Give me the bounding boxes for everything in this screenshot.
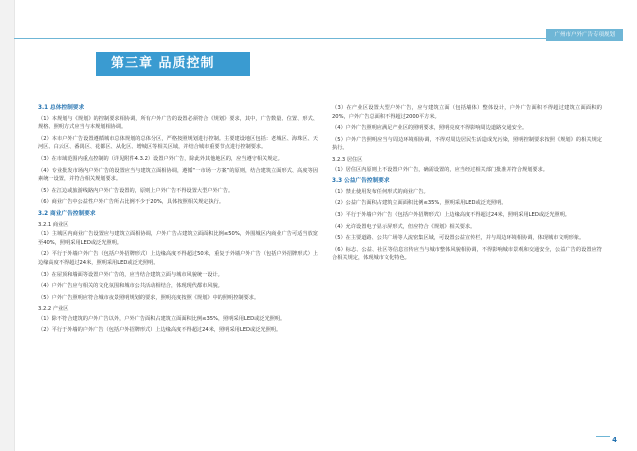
section-heading: 3.2 商业广告控制要求 <box>38 210 96 217</box>
subsection-heading: 3.2.3 居住区 <box>332 156 363 163</box>
paragraph: （1）居住区内原则上不设置户外广告，确需设置的，应当经过相关部门批准并符合规划要求。 <box>332 166 548 173</box>
paragraph: （1）本规划与《规划》的控制要求相协调，所有户外广告的设置必须符合《规划》要求，其中，广告数量、位置、形式、规格、照明方式应当与本规划相协调。 <box>38 115 318 131</box>
page-number: 4 <box>612 436 617 444</box>
header-tab <box>546 29 623 41</box>
paragraph: （2）平行于外墙的户外广告（包括户外招牌形式）上边缘高度不得超过24米，照明采用LED或泛光照明。 <box>38 327 282 334</box>
chapter-title: 第三章 品质控制 <box>111 56 215 71</box>
right-text-column <box>332 104 602 266</box>
paragraph: （4）户外广告应与相关的文化氛围和城市公共活动相结合，体现现代都市风貌。 <box>38 283 223 290</box>
paragraph: （5）在江边或旅游线路内户外广告设置的，原则上户外广告不得设置大型户外广告。 <box>38 187 234 194</box>
subsection-heading: 3.2.2 产业区 <box>38 306 69 313</box>
paragraph: （6）商业广告中公益性户外广告所占比例不少于20%，具体按照相关规定执行。 <box>38 199 225 206</box>
left-margin-strip <box>0 0 15 451</box>
paragraph: （2）本市户外广告设置遵循城市总体规划的总体分区，严格按照规划进行控制。主要建设地区包括：老城区、海珠区、天河区、白云区、番禺区、花都区、从化区、增城区等相关区域，并结合城市重要节点进行控制要求。 <box>38 135 318 151</box>
section-heading: 3.1 总体控制要求 <box>38 105 85 111</box>
paragraph: （1）除不符合建筑的户外广告以外，户外广告面积占建筑立面面积比例≤35%，照明采用LED或泛光照明。 <box>38 315 286 322</box>
paragraph: （4）允许设置电子显示屏形式，但应符合《规划》相关要求。 <box>332 223 476 230</box>
section-heading: 3.3 公益广告控制要求 <box>332 178 390 185</box>
paragraph: （4）户外广告照明应满足产业区的照明要求，照明亮度不得影响周边道路交通安全。 <box>332 125 528 132</box>
paragraph: （6）标志、公益、社区等信息宣传应当与城市整体风貌相协调，不得影响城市景观和交通安全，公益广告的设置应符合相关规定，体现城市文化特色。 <box>332 246 602 262</box>
footer-rule <box>596 436 610 437</box>
paragraph: （1）禁止使用发布任何形式的商业广告。 <box>332 188 429 195</box>
header-tab-text: 广州市户外广告专项规划 <box>554 32 615 38</box>
paragraph: （2）公益广告面积占建筑立面面积比例≤35%，照明采用LED或泛光照明。 <box>332 200 507 207</box>
header-rule <box>14 38 576 39</box>
paragraph: （4）专业批发市场内户外广告的设置应当与建筑立面相协调，遵循“一市场一方案”的原则，结合建筑立面形式、高度等因素统一设置，并符合相关规划要求。 <box>38 167 318 183</box>
left-text-column <box>38 104 318 338</box>
paragraph: （5）户外广告照明应符合城市夜景照明规划的要求，照明亮度按照《规划》中的照明控制要求。 <box>38 294 260 301</box>
paragraph: （5）户外广告照明应当与周边环境相协调，不得对周边居民生活造成光污染，照明控制要求按照《规划》的相关规定执行。 <box>332 136 602 152</box>
paragraph: （3）在市域范围内重点控制的（详见附件4.3.2）设置户外广告，除此外其他地区的，应当遵守相关规定。 <box>38 155 283 162</box>
paragraph: （5）在主要道路、公共广场等人流密集区域，可设置公益宣传栏，并与周边环境相协调，体现城市文明形象。 <box>332 235 585 242</box>
paragraph: （3）在屋顶和墙面等设置户外广告的，应当结合建筑立面与城市风貌统一设计。 <box>38 271 223 278</box>
subsection-heading: 3.2.1 商业区 <box>38 221 69 228</box>
paragraph: （3）在产业区设置大型户外广告，应与建筑立面（包括墙体）整体设计，户外广告面积不得超过建筑立面面积的20%，户外广告总面积不得超过2000平方米。 <box>332 105 602 120</box>
paragraph: （2）平行于外墙户外广告（包括户外招牌形式）上边缘高度不得超过50米，重复于外墙户外广告（包括户外招牌形式）上边缘高度不得超过24米，照明采用LED或泛光照明。 <box>38 251 318 266</box>
paragraph: （3）平行于外墙户外广告（包括户外招牌形式）上边缘高度不得超过24米，照明采用LED或泛光照明。 <box>332 211 570 218</box>
paragraph: （1）主城区内商业广告设置应与建筑立面相协调，户外广告占建筑立面面积比例≤50%，外围城区内商业广告可适当放宽至40%，照明采用LED或泛光照明。 <box>38 231 318 246</box>
